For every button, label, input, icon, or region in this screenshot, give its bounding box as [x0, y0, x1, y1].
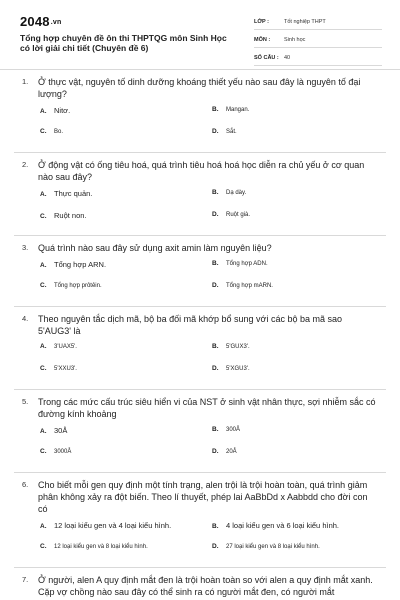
option-text: 12 loại kiểu gen và 8 loại kiểu hình. — [54, 544, 148, 550]
meta-label: MÔN : — [254, 37, 271, 43]
option-text: 30Å — [54, 426, 68, 435]
meta-row-subject — [254, 33, 382, 48]
option-a[interactable] — [40, 189, 212, 201]
option-d[interactable] — [212, 211, 384, 223]
option-text: Bo. — [54, 129, 64, 135]
question-text: Cho biết mỗi gen quy định một tính trạng, alen trội là trội hoàn toàn, quá trình giảm phân không xảy ra đột biến. Theo lí thuyết, phép lai AaBbDd x Aabbdd cho đời con có — [38, 480, 368, 514]
meta-value: Sinh học — [284, 37, 306, 43]
option-text: Tổng hợp ARN. — [54, 260, 107, 269]
meta-label: LỚP : — [254, 19, 269, 25]
meta-label: SỐ CÂU : — [254, 55, 279, 61]
option-list — [40, 426, 400, 460]
document-meta — [254, 15, 382, 69]
option-letter: D. — [212, 282, 219, 289]
option-c[interactable] — [40, 365, 212, 377]
question-2 — [0, 159, 400, 236]
option-letter: B. — [212, 106, 219, 113]
option-letter: B. — [212, 343, 219, 350]
option-c[interactable] — [40, 543, 212, 555]
question-list — [0, 76, 400, 600]
option-a[interactable] — [40, 106, 212, 118]
question-number: 6. — [22, 480, 29, 489]
logo-tld: .vn — [50, 19, 62, 26]
option-text: Ruột già. — [226, 212, 251, 218]
option-text: Mangan. — [226, 107, 250, 113]
option-text: 3'UAX5'. — [54, 344, 77, 350]
option-letter: B. — [212, 426, 219, 433]
option-d[interactable] — [212, 448, 384, 460]
question-6 — [0, 479, 400, 568]
option-letter: D. — [212, 365, 219, 372]
option-a[interactable] — [40, 260, 212, 272]
question-separator — [14, 235, 386, 236]
question-separator — [14, 306, 386, 307]
option-text: Dạ dày. — [226, 190, 247, 196]
question-separator — [14, 472, 386, 473]
option-text: Tổng hợp ADN. — [226, 261, 268, 267]
question-number: 3. — [22, 243, 29, 252]
option-b[interactable] — [212, 189, 384, 201]
question-5 — [0, 396, 400, 473]
question-separator — [14, 389, 386, 390]
option-letter: A. — [40, 428, 47, 435]
question-1 — [0, 76, 400, 153]
meta-row-grade — [254, 15, 382, 30]
option-letter: D. — [212, 448, 219, 455]
option-text: 300Å — [226, 427, 241, 433]
option-b[interactable] — [212, 426, 384, 438]
option-d[interactable] — [212, 365, 384, 377]
option-text: Thực quản. — [54, 189, 93, 198]
option-text: Tổng hợp mARN. — [226, 283, 273, 289]
option-letter: D. — [212, 543, 219, 550]
option-text: Tổng hợp prôtêin. — [54, 283, 102, 289]
option-list — [40, 189, 400, 223]
option-letter: B. — [212, 260, 219, 267]
option-a[interactable] — [40, 426, 212, 438]
option-c[interactable] — [40, 128, 212, 140]
option-letter: C. — [40, 543, 47, 550]
option-list — [40, 343, 400, 377]
option-text: 5'XGU3'. — [226, 366, 250, 372]
option-letter: A. — [40, 343, 47, 350]
option-c[interactable] — [40, 448, 212, 460]
site-logo[interactable] — [20, 14, 61, 29]
document-title: Tổng hợp chuyên đề ôn thi THPTQG môn Sinh Học có lời giải chi tiết (Chuyên đề 6) — [20, 33, 227, 53]
option-text: 3000Å — [54, 449, 72, 455]
option-letter: D. — [212, 128, 219, 135]
option-letter: C. — [40, 213, 47, 220]
option-list — [40, 106, 400, 140]
option-d[interactable] — [212, 282, 384, 294]
question-text: Theo nguyên tắc dịch mã, bộ ba đối mã khớp bổ sung với các bộ ba mã sao 5'AUG3' là — [38, 314, 342, 336]
option-b[interactable] — [212, 343, 384, 355]
logo-text: 2048 — [20, 14, 50, 29]
option-a[interactable] — [40, 343, 212, 355]
question-text: Ở động vật có ống tiêu hoá, quá trình tiêu hoá hoá học diễn ra chủ yếu ở cơ quan nào sau đây? — [38, 160, 365, 182]
option-text: Ruột non. — [54, 211, 87, 220]
option-letter: A. — [40, 262, 47, 269]
question-7 — [0, 574, 400, 598]
option-a[interactable] — [40, 521, 212, 533]
option-d[interactable] — [212, 128, 384, 140]
option-list — [40, 260, 400, 294]
option-text: 20Å — [226, 449, 237, 455]
question-number: 7. — [22, 575, 29, 584]
option-letter: A. — [40, 191, 47, 198]
option-b[interactable] — [212, 106, 384, 118]
question-number: 4. — [22, 314, 29, 323]
question-number: 2. — [22, 160, 29, 169]
option-text: Sắt. — [226, 129, 237, 135]
option-c[interactable] — [40, 282, 212, 294]
option-text: 4 loại kiểu gen và 6 loại kiểu hình. — [226, 521, 339, 530]
option-b[interactable] — [212, 521, 384, 533]
header-divider — [0, 69, 400, 70]
option-text: 5'XXU3'. — [54, 366, 77, 372]
option-text: 5'GUX3'. — [226, 344, 250, 350]
option-letter: C. — [40, 448, 47, 455]
option-letter: C. — [40, 128, 47, 135]
option-text: Nitơ. — [54, 106, 71, 115]
meta-row-count — [254, 51, 382, 66]
option-text: 27 loại kiểu gen và 8 loại kiểu hình. — [226, 544, 320, 550]
question-text: Ở người, alen A quy định mắt đen là trội hoàn toàn so với alen a quy định mắt xanh. Cặp vợ chồng nào sau đây có thể sinh ra có người mắt đen, có người mắt — [38, 575, 373, 597]
option-letter: B. — [212, 523, 219, 530]
meta-value: Tốt nghiệp THPT — [284, 19, 326, 25]
option-letter: D. — [212, 211, 219, 218]
option-d[interactable] — [212, 543, 384, 555]
question-number: 1. — [22, 77, 29, 86]
option-letter: A. — [40, 523, 47, 530]
option-letter: A. — [40, 108, 47, 115]
option-letter: C. — [40, 365, 47, 372]
question-separator — [14, 152, 386, 153]
option-list — [40, 521, 400, 555]
question-text: Trong các mức cấu trúc siêu hiển vi của NST ở sinh vật nhân thực, sợi nhiễm sắc có đường kính khoảng — [38, 397, 376, 419]
option-c[interactable] — [40, 211, 212, 223]
document-header — [0, 0, 400, 64]
option-b[interactable] — [212, 260, 384, 272]
question-text: Quá trình nào sau đây sử dụng axit amin làm nguyên liệu? — [38, 243, 272, 253]
meta-value: 40 — [284, 55, 291, 61]
option-letter: B. — [212, 189, 219, 196]
question-3 — [0, 242, 400, 307]
question-text: Ở thực vật, nguyên tố dinh dưỡng khoáng thiết yếu nào sau đây là nguyên tố đại lượng? — [38, 77, 361, 99]
question-number: 5. — [22, 397, 29, 406]
option-letter: C. — [40, 282, 47, 289]
option-text: 12 loại kiểu gen và 4 loại kiểu hình. — [54, 521, 172, 530]
question-4 — [0, 313, 400, 390]
question-separator — [14, 567, 386, 568]
